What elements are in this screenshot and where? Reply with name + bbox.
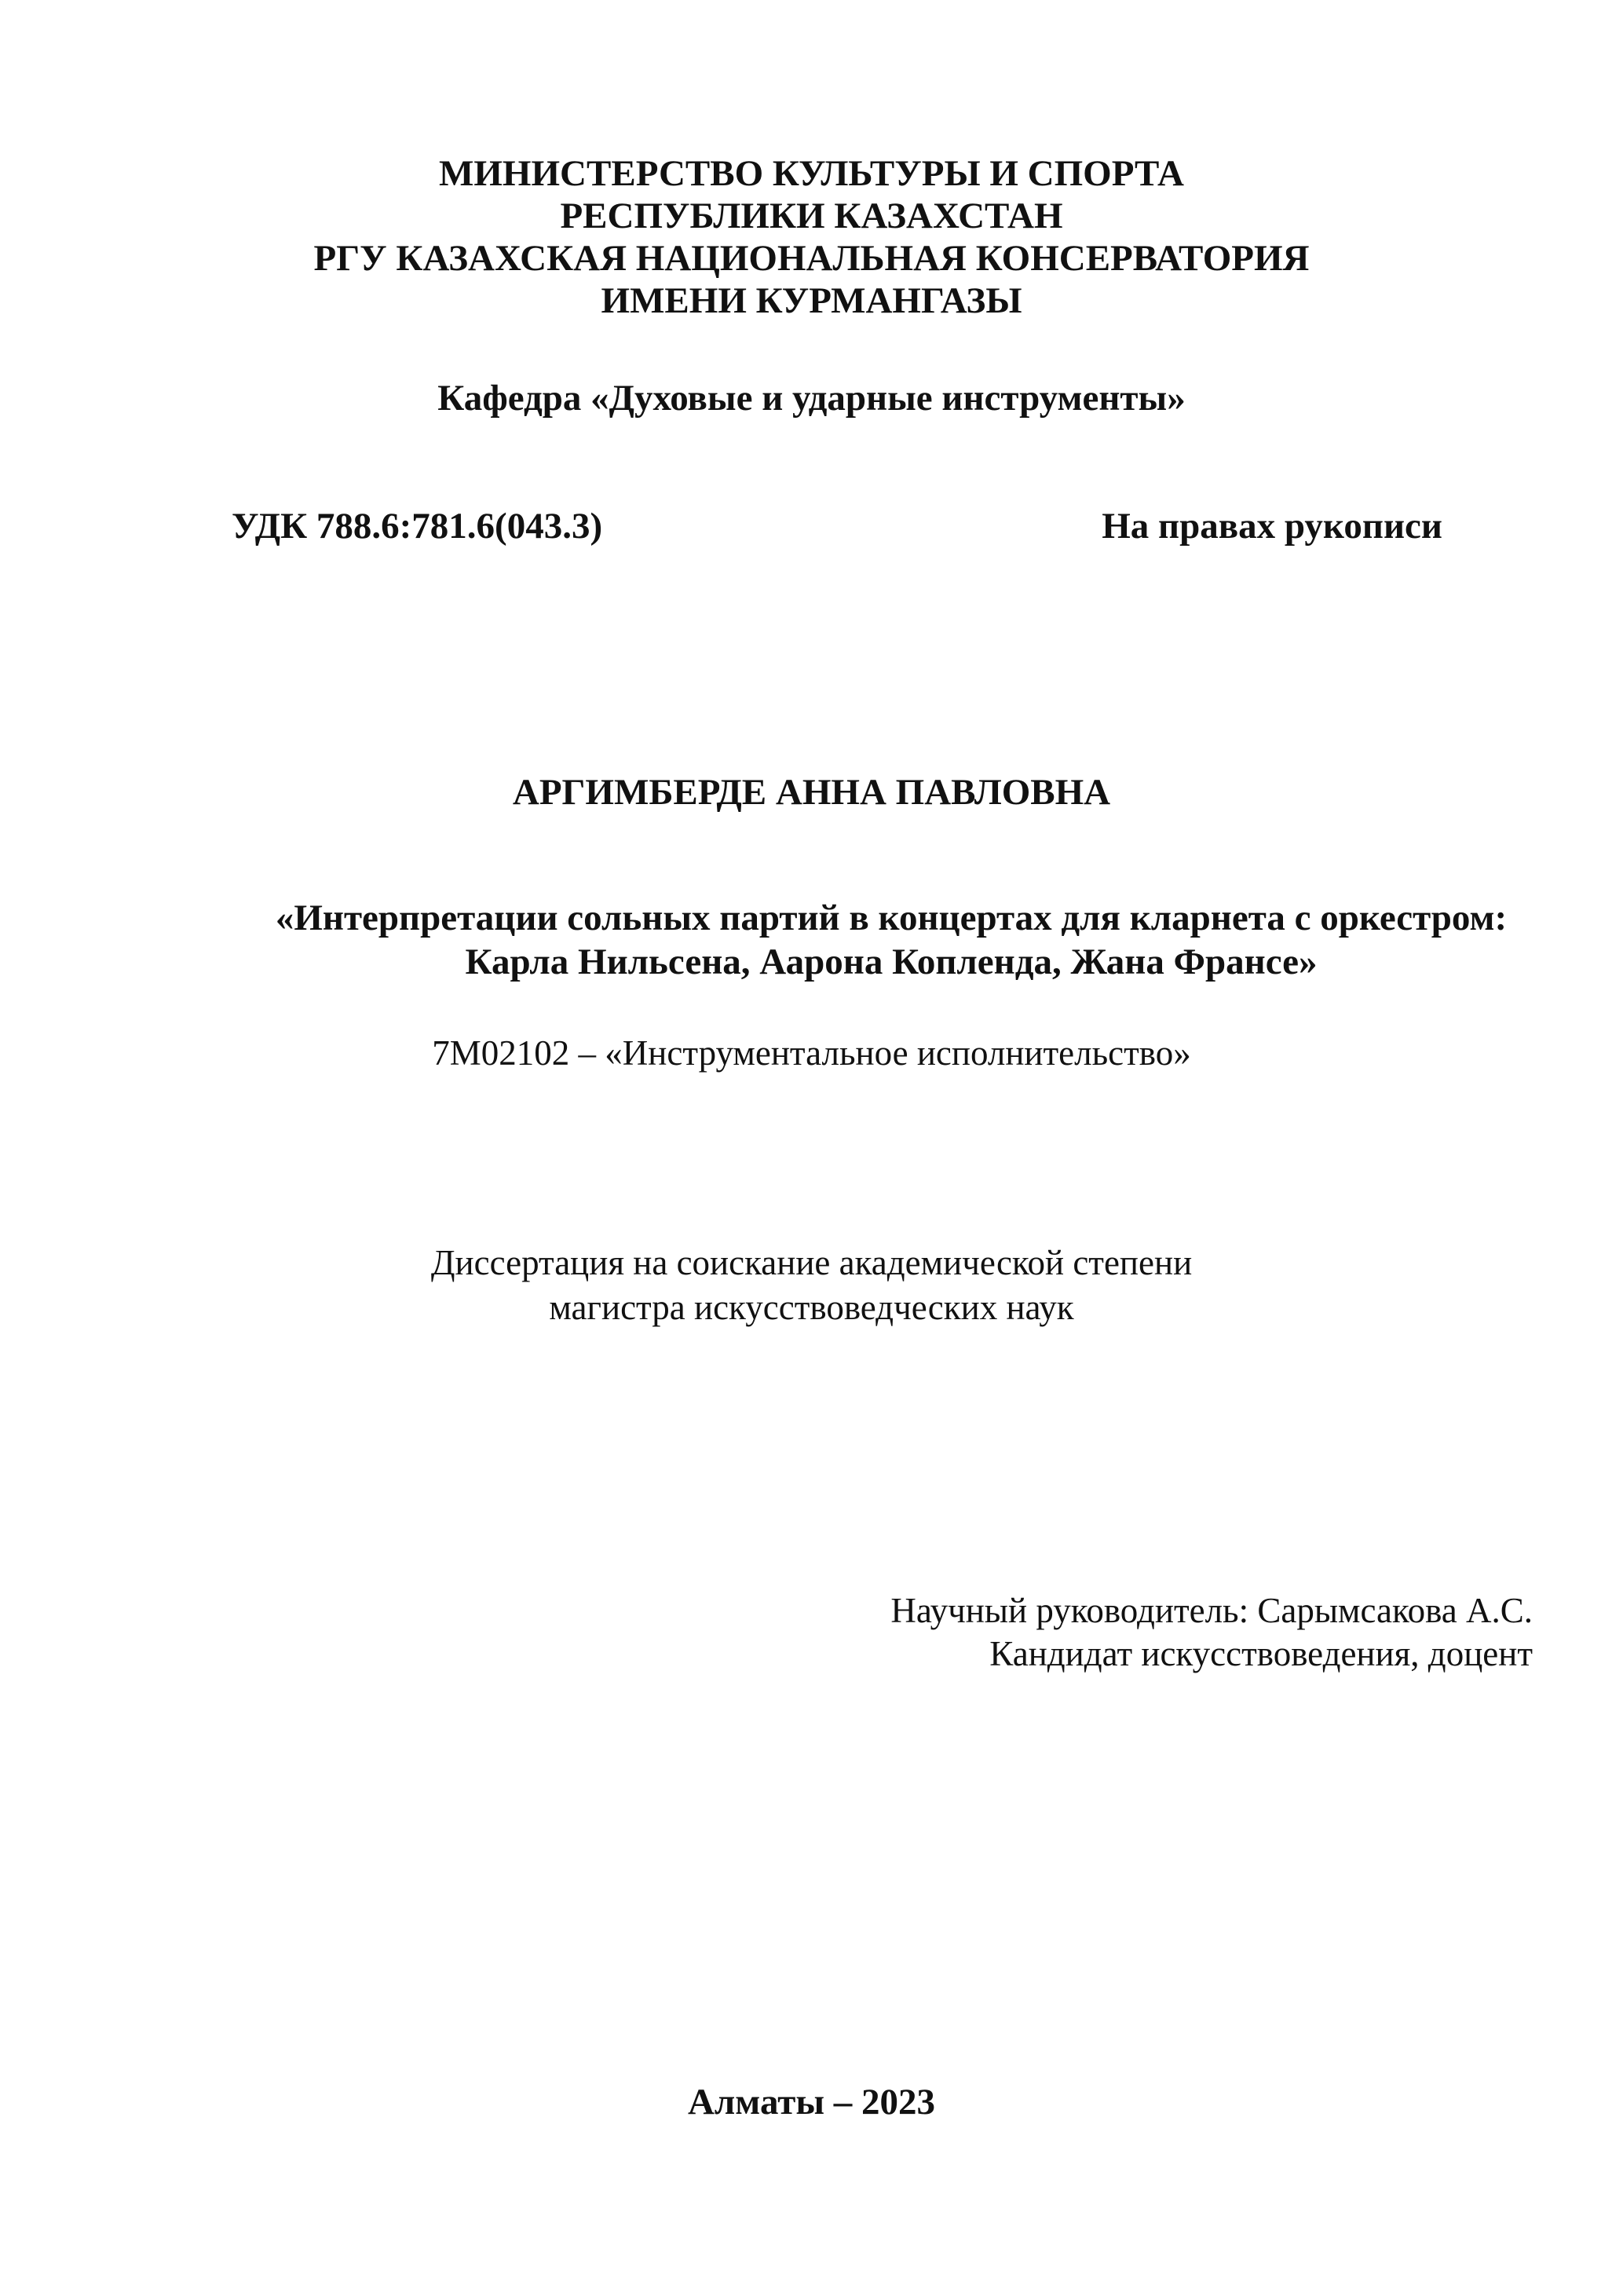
city-year: Алматы – 2023: [687, 2082, 936, 2122]
specialty-code: 7М02102 – «Инструментальное исполнительство»: [432, 1033, 1191, 1073]
header-line: ИМЕНИ КУРМАНГАЗЫ: [601, 280, 1022, 321]
supervisor-line: Научный руководитель: Сарымсакова А.С.: [890, 1591, 1533, 1630]
header-line: РЕСПУБЛИКИ КАЗАХСТАН: [560, 196, 1063, 236]
manuscript-note: На правах рукописи: [1102, 506, 1442, 547]
dissertation-description: [0, 1241, 1623, 1330]
supervisor-line: Кандидат искусствоведения, доцент: [989, 1634, 1533, 1673]
title-line: Карла Нильсена, Аарона Копленда, Жана Франсе»: [465, 941, 1318, 982]
department-name: Кафедра «Духовые и ударные инструменты»: [437, 378, 1186, 419]
title-line: «Интерпретации сольных партий в концертах для кларнета с оркестром:: [275, 898, 1508, 938]
header-line: МИНИСТЕРСТВО КУЛЬТУРЫ И СПОРТА: [439, 153, 1184, 194]
supervisor-info: [890, 1589, 1533, 1676]
thesis-title: [250, 896, 1533, 984]
dissertation-line: Диссертация на соискание академической степени: [430, 1243, 1193, 1282]
dissertation-line: магистра искусствоведческих наук: [549, 1288, 1074, 1327]
header-line: РГУ КАЗАХСКАЯ НАЦИОНАЛЬНАЯ КОНСЕРВАТОРИЯ: [313, 238, 1310, 279]
udc-code: УДК 788.6:781.6(043.3): [232, 506, 603, 547]
ministry-header: [0, 152, 1623, 322]
author-name: АРГИМБЕРДЕ АННА ПАВЛОВНА: [512, 772, 1111, 813]
